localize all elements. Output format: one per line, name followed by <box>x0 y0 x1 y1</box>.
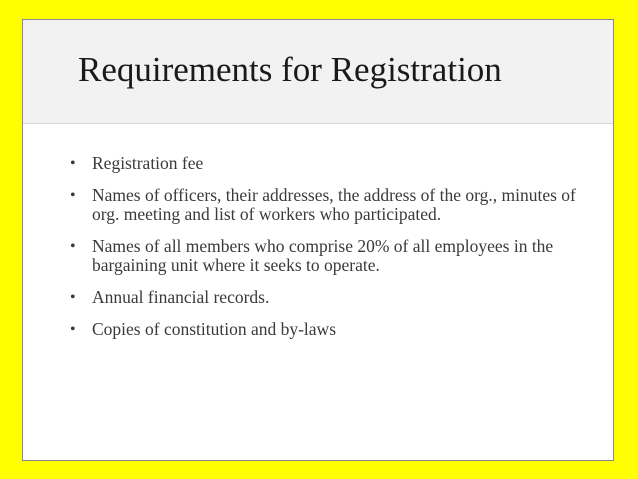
bullet-dot-icon: • <box>70 155 76 172</box>
bullet-item <box>67 320 597 339</box>
bullet-dot-icon: • <box>70 289 76 306</box>
bullet-item <box>67 154 597 173</box>
slide-title: Requirements for Registration <box>78 50 502 89</box>
bullet-dot-icon: • <box>70 238 76 255</box>
bullet-item <box>67 186 597 224</box>
bullet-text: Annual financial records. <box>92 287 270 307</box>
bullet-list <box>67 154 597 352</box>
title-bar <box>23 20 613 124</box>
bullet-text: Copies of constitution and by-laws <box>92 319 337 339</box>
bullet-dot-icon: • <box>70 187 76 204</box>
bullet-text: Names of officers, their addresses, the address of the org., minutes of org. meeting and list of workers who participated. <box>92 185 576 224</box>
bullet-dot-icon: • <box>70 321 76 338</box>
slide <box>22 19 614 461</box>
bullet-item <box>67 237 597 275</box>
bullet-text: Registration fee <box>92 153 204 173</box>
bullet-text: Names of all members who comprise 20% of all employees in the bargaining unit where it seeks to operate. <box>92 236 554 275</box>
bullet-item <box>67 288 597 307</box>
